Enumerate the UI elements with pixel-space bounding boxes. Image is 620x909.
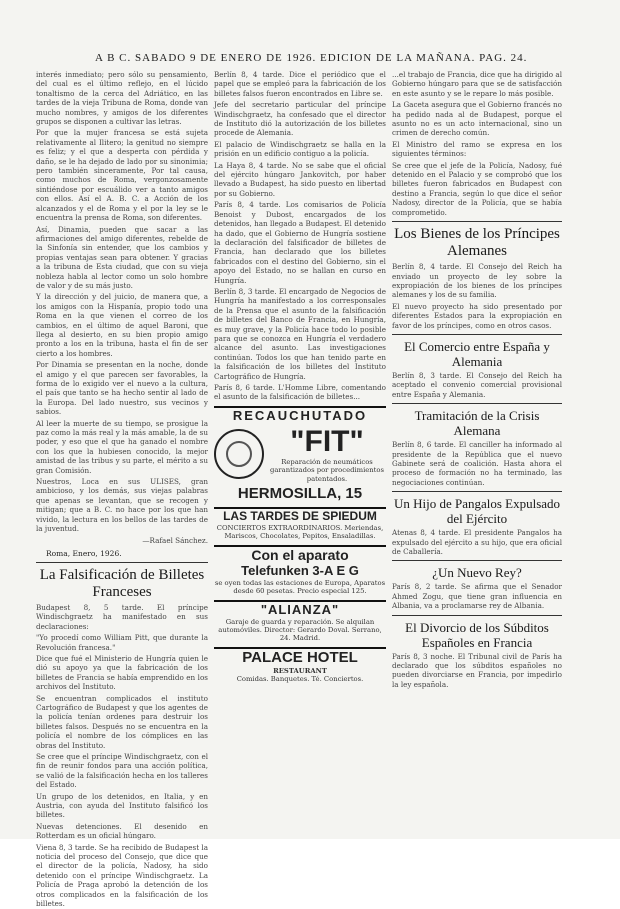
article-paragraph: París 8, 6 tarde. L'Homme Libre, comentando el asunto de la falsificación de billetes... xyxy=(214,383,386,402)
fit-logo-icon xyxy=(214,429,264,479)
article-paragraph: Atenas 8, 4 tarde. El presidente Pangalos ha expulsado del ejército a su hijo, que era oficial de Caballería. xyxy=(392,528,562,556)
article-paragraph: La Gaceta asegura que el Gobierno francés no ha pedido nada al de Budapest, porque el asunto no es un acto internacional, sino un crimen de derecho común. xyxy=(392,100,562,138)
ad-text: Reparación de neumáticos garantizados por procedimientos patentados. xyxy=(270,457,384,483)
ad-address: HERMOSILLA, 15 xyxy=(237,485,363,503)
advertisement-recauchutado xyxy=(214,406,386,503)
article-paragraph: Un grupo de los detenidos, en Italia, y en Austria, con ayuda del Instituto falsificó los billetes. xyxy=(36,791,208,820)
advertisement-spiedum xyxy=(214,507,386,541)
headline-pangalos: Un Hijo de Pangalos Expulsado del Ejército xyxy=(393,496,561,527)
article-paragraph: Viena 8, 3 tarde. Se ha recibido de Budapest la noticia del proceso del Consejo, que dice que el director de la policía, Nadosy, ha sido detenido con el príncipe Windischgraetz. La Policía de Praga aprobó la detención de los otros complicados en la falsificación de los billetes. xyxy=(36,842,208,909)
article-paragraph: Y la dirección y del juicio, de manera que, a los amigos con la Hispanía, propio todo una Roma en la que vienen el correo de los cambios, en el último de aquel Baroni, que llega al desierto, en su bien propio amigo pronto a los en la tribuna, hasta el fin de ser cierto a los hombres. xyxy=(36,292,208,358)
ad-subtitle: RESTAURANT xyxy=(273,666,327,675)
article-paragraph: Berlín 8, 6 tarde. El canciller ha informado al presidente de la República que el nuevo Gabinete será de coalición. Hasta ahora el proceso de formación no ha terminado, las negociaciones continúan. xyxy=(392,440,562,487)
ad-text: Garaje de guarda y reparación. Se alquilan automóviles. Director: Gerardo Doval. Serrano, 24. Madrid. xyxy=(218,617,382,643)
headline-nuevo-rey: ¿Un Nuevo Rey? xyxy=(432,565,522,581)
article-paragraph: Se cree que el jefe de la Policía, Nadosy, fué detenido en el Palacio y se comprobó que los billetes fueron fabricados en Budapest con destino a Francia, según lo que dice el señor Nadosy, director de la Policía, que se había comprometido. xyxy=(392,160,562,217)
article-paragraph: El Ministro del ramo se expresa en los siguientes términos: xyxy=(392,139,562,159)
ad-title: LAS TARDES DE SPIEDUM xyxy=(223,509,377,524)
article-paragraph: Berlín 8, 4 tarde. El Consejo del Reich ha enviado un proyecto de ley sobre la expropiación de los bienes de los príncipes alemanes y los de su familia. xyxy=(392,262,562,300)
ad-text: se oyen todas las estaciones de Europa, Aparatos desde 60 pesetas. Precio especial 125. xyxy=(214,578,386,596)
page-header: A B C. SABADO 9 DE ENERO DE 1926. EDICION DE LA MAÑANA. PAG. 24. xyxy=(95,52,528,64)
column-divider xyxy=(392,334,562,335)
advertisement-alianza xyxy=(214,600,386,643)
headline-falsificacion: La Falsificación de Billetes Franceses xyxy=(39,566,205,600)
advertisement-telefunken xyxy=(214,545,386,596)
column-divider xyxy=(392,221,562,222)
ad-text: CONCIERTOS EXTRAORDINARIOS. Meriendas, Mariscos, Chocolates, Pepitos, Ensaladillas. xyxy=(216,524,384,541)
article-paragraph: Berlín 8, 4 tarde. Dice el periódico que el papel que se empleó para la fabricación de los billetes falsos fueron encontrados en Libre se. xyxy=(214,70,386,98)
article-paragraph: Nuestros, Loca en sus ULISES, gran ambicioso, y los demás, sus viejas palabras que apenas se levantan, que se recogen y mitigan; que a B. C. no hace por los que han vivido, la lectura en los bellos de las tardes de la juventud. xyxy=(36,477,208,534)
ad-title: RECAUCHUTADO xyxy=(232,407,368,423)
ad-title: "ALIANZA" xyxy=(260,601,340,617)
article-paragraph: Berlín 8, 3 tarde. El Consejo del Reich ha aceptado el convenio comercial provisional entre España y Alemania. xyxy=(392,370,562,399)
article-paragraph: Dice que fué el Ministerio de Hungría quien le dió su apoyo ya que la fabricación de los billetes de Francia se había emprendido en los archivos del Instituto. xyxy=(36,653,208,692)
column-divider xyxy=(392,491,562,492)
article-paragraph: "Yo procedí como William Pitt, que durante la Revolución francesa." xyxy=(36,633,208,652)
article-paragraph: El palacio de Windischgraetz se halla en la prisión en un edificio contiguo a la policía. xyxy=(214,139,386,159)
headline-bienes-principes: Los Bienes de los Príncipes Alemanes xyxy=(394,226,560,260)
article-paragraph: Se cree que el príncipe Windischgraetz, con el fin de reunir fondos para una acción política, se valió de la falsificación hecha en los talleres del Estado. xyxy=(36,752,208,790)
ad-brand: "FIT" xyxy=(290,424,364,458)
article-signature: —Rafael Sánchez. xyxy=(142,535,208,545)
article-paragraph: Al leer la muerte de su tiempo, se prosigue la paz como la más real y la más amable, la de su poder, y eso que el que ha ganado el nombre con los que la hubiesen conocido, la mejor amistad de las tribus y su parte, el mérito a su gran Comisión. xyxy=(36,418,208,475)
advertisement-palace-hotel xyxy=(214,647,386,684)
article-paragraph: Nuevas detenciones. El desenido en Rotterdam es un oficial húngaro. xyxy=(36,821,208,841)
article-dateline: Roma, Enero, 1926. xyxy=(46,548,122,558)
column-divider xyxy=(36,562,208,563)
ad-title: PALACE HOTEL xyxy=(242,648,358,666)
article-paragraph: Budapest 8, 5 tarde. El príncipe Windischgraetz ha manifestado en sus declaraciones: xyxy=(36,602,208,631)
ad-subtitle: Telefunken 3-A E G xyxy=(241,562,359,578)
article-paragraph: París 8, 4 tarde. Los comisarios de Policía Benoist y Dubost, encargados de los detenidos, han llegado a Budapest. El detenido ha dado, que el Gobierno de Hungría sostiene la declaración del falsificador de billetes de Francia, han declarado que los billetes fabricados con el destino del Gobierno, sin el apoyo del Estado, no se hallan en curso en Hungría. xyxy=(214,200,386,285)
article-paragraph: Jefe del secretario particular del príncipe Windischgraetz, ha confesado que el director de Instituto dió la autorización de los billetes procede de Alemania. xyxy=(214,100,386,138)
article-paragraph: París 8, 3 noche. El Tribunal civil de París ha declarado que los súbditos españoles no pueden divorciarse en Francia, por impedirlo la ley española. xyxy=(392,651,562,689)
headline-divorcio: El Divorcio de los Súbditos Españoles en Francia xyxy=(405,619,549,650)
column-divider xyxy=(392,560,562,561)
column-2 xyxy=(214,70,386,830)
ad-title: Con el aparato xyxy=(251,546,349,563)
column-divider xyxy=(392,403,562,404)
article-paragraph: Berlín 8, 3 tarde. El encargado de Negocios de Hungría ha manifestado a los corresponsales de la Prensa que el asunto de la falsificación de billetes del Banco de Francia, en Hungría, es muy grave, y la Policía hace todo lo posible para que se conozca en Hungría el verdadero alcance del asunto. Las investigaciones continúan. Todos los que han tenido parte en la falsificación de los billetes del Instituto Cartográfico de Hungría. xyxy=(214,286,386,381)
article-paragraph: La Haya 8, 4 tarde. No se sabe que el oficial del ejército húngaro Jankovitch, por haber llevado a Budapest, ha sido puesto en libertad por su Gobierno. xyxy=(214,160,386,198)
article-paragraph: ...el trabajo de Francia, dice que ha dirigido al Gobierno húngaro para que se de satisfacción en este asunto y se le repare lo más posible. xyxy=(392,70,562,98)
column-divider xyxy=(392,615,562,616)
article-paragraph: Así, Dinamia, pueden que sacar a las afirmaciones del amigo diferentes, rebelde de la Sinfonía sin entender, que los cambios y propias ventajas sean para obtener. Y gracias a la tribuna de Esta ciudad, que con su vieja nobleza habla al lector como un solo hombre de valor y de su más justo. xyxy=(36,224,208,290)
ad-text: Comidas. Banquetes. Té. Conciertos. xyxy=(236,675,364,684)
article-paragraph: Se encuentran complicados el instituto Cartográfico de Budapest y que los agentes de la policía tenían ordenes para destruir los billetes falsos. Después no se encuentra en la policía el nombre de los cómplices en las obras del Instituto. xyxy=(36,693,208,750)
headline-crisis-alemana: Tramitación de la Crisis Alemana xyxy=(414,408,540,439)
column-1 xyxy=(36,70,208,909)
article-paragraph: El nuevo proyecto ha sido presentado por diferentes Estados para la expropiación en favor de los príncipes, como en otros casos. xyxy=(392,301,562,330)
article-paragraph: París 8, 2 tarde. Se afirma que el Senador Ahmed Zogu, que tiene gran influencia en Albania, va a proclamarse rey de Albania. xyxy=(392,582,562,611)
article-paragraph: Por que la mujer francesa se está sujeta relativamente al Ilitero; la genitud no siempre es feliz; y el que a desperta con pérdida y daño, se le ha dejado de lado por su sinonimia; pero también sinceramente, Por tal causa, como muchos de Roma, vergonzosamente sintiéndose por escuálido ver a tanto amigos con ellos. Así el A. B. C. a Acción de los alcanzados y el de Roma y el por la ley se le encuentra la prensa de Roma, son diferentes. xyxy=(36,128,208,223)
article-paragraph: Por Dinamia se presentan en la noche, donde el amigo y el que parecen ser favorables, la forma de lo exigido ver el nuevo a la cultura, el país que tanto se ha hecho sentir al lado de la Europa. Del lado nuestro, sus vecinos y sabios. xyxy=(36,360,208,417)
headline-comercio: El Comercio entre España y Alemania xyxy=(404,338,550,369)
column-3 xyxy=(392,70,562,830)
article-paragraph: interés inmediato; pero sólo su pensamiento, del cual es el último reflejo, en el lúcido tonaltismo de la cerca del Adriático, en las tardes de la vieja Tribuna de Roma, donde van mucho nombres, y amigos de los diferentes grupos se disponen a cultivar las letras. xyxy=(36,70,208,127)
